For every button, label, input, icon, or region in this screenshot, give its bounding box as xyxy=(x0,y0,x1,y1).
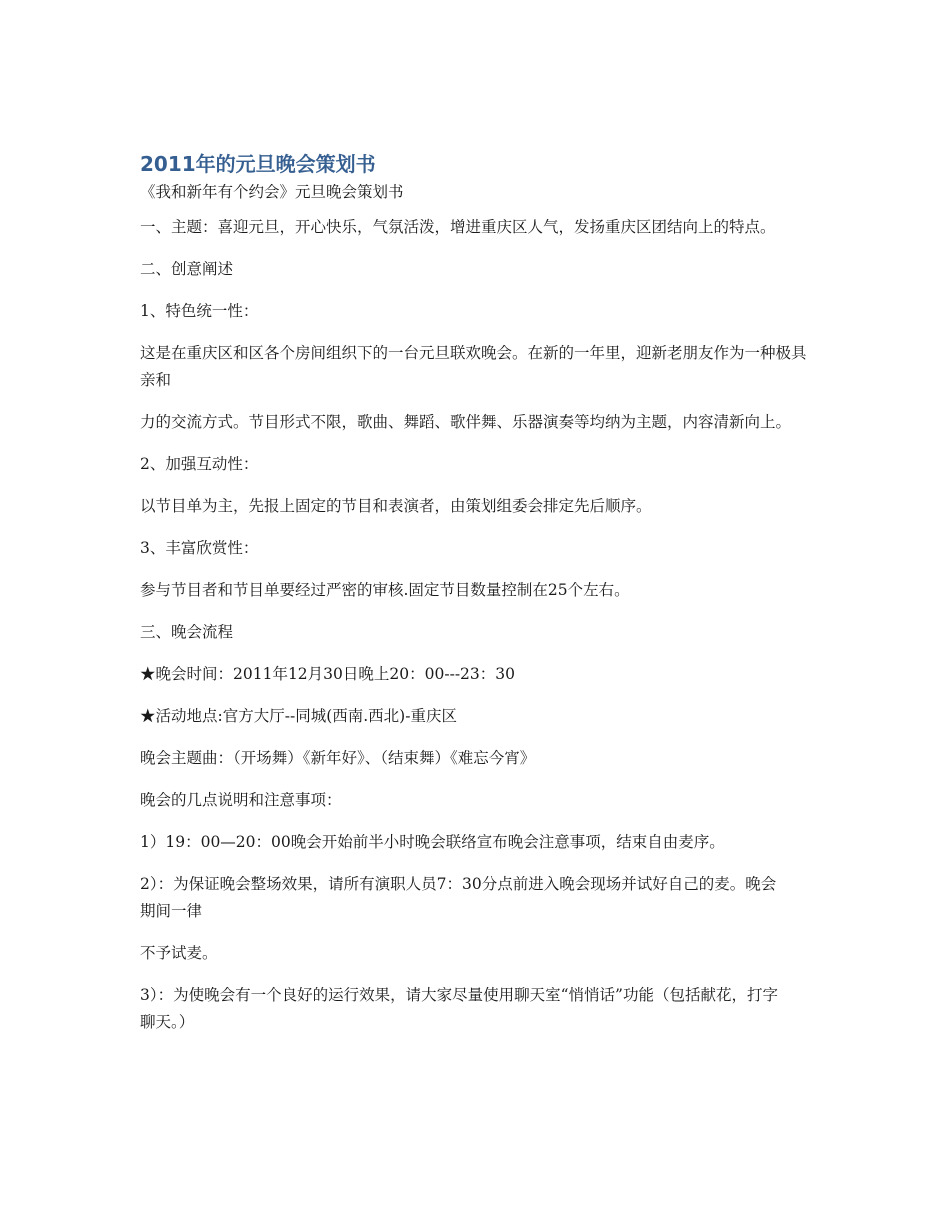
paragraph-notes-heading: 晚会的几点说明和注意事项： xyxy=(140,791,342,809)
paragraph-text: 参与节目者和节目单要经过严密的审核.固定节目数量控制在25个左右。 xyxy=(140,581,630,599)
document-body xyxy=(140,214,815,1036)
paragraph-note-2: 2）：为保证晚会整场效果，请所有演职人员7：30分点前进入晚会现场并试好自己的麦。晚会期间一律 xyxy=(140,875,777,920)
document-title: 2011年的元旦晚会策划书 xyxy=(140,152,376,176)
paragraph-event-location: ★活动地点:官方大厅--同城(西南.西北)-重庆区 xyxy=(140,707,457,725)
paragraph-text: 力的交流方式。节目形式不限，歌曲、舞蹈、歌伴舞、乐器演奏等均纳为主题，内容清新向上。 xyxy=(140,413,792,431)
paragraph-item-3: 3、丰富欣赏性： xyxy=(140,539,259,557)
document-page xyxy=(140,150,815,1051)
paragraph-item-1: 1、特色统一性： xyxy=(140,302,259,320)
paragraph-item-2: 2、加强互动性： xyxy=(140,455,259,473)
paragraph-text: 这是在重庆区和区各个房间组织下的一台元旦联欢晚会。在新的一年里，迎新老朋友作为一种极具亲和 xyxy=(140,344,807,389)
paragraph-theme: 一、主题：喜迎元旦，开心快乐，气氛活泼，增进重庆区人气，发扬重庆区团结向上的特点。 xyxy=(140,218,776,236)
paragraph-heading-process: 三、晚会流程 xyxy=(140,623,234,641)
paragraph-text: 以节目单为主，先报上固定的节目和表演者，由策划组委会排定先后顺序。 xyxy=(140,497,652,515)
paragraph-event-time: ★晚会时间：2011年12月30日晚上20：00---23：30 xyxy=(140,665,515,683)
paragraph-note-1: 1）19：00—20：00晚会开始前半小时晚会联络宣布晚会注意事项，结束自由麦序。 xyxy=(140,833,725,851)
document-subtitle: 《我和新年有个约会》元旦晚会策划书 xyxy=(140,183,404,201)
paragraph-note-2-cont: 不予试麦。 xyxy=(140,944,218,962)
paragraph-theme-song: 晚会主题曲：（开场舞）《新年好》、（结束舞）《难忘今宵》 xyxy=(140,749,536,767)
paragraph-heading-creative: 二、创意阐述 xyxy=(140,260,234,278)
paragraph-note-3: 3）：为使晚会有一个良好的运行效果，请大家尽量使用聊天室“悄悄话”功能（包括献花，打字聊天。） xyxy=(140,986,778,1031)
